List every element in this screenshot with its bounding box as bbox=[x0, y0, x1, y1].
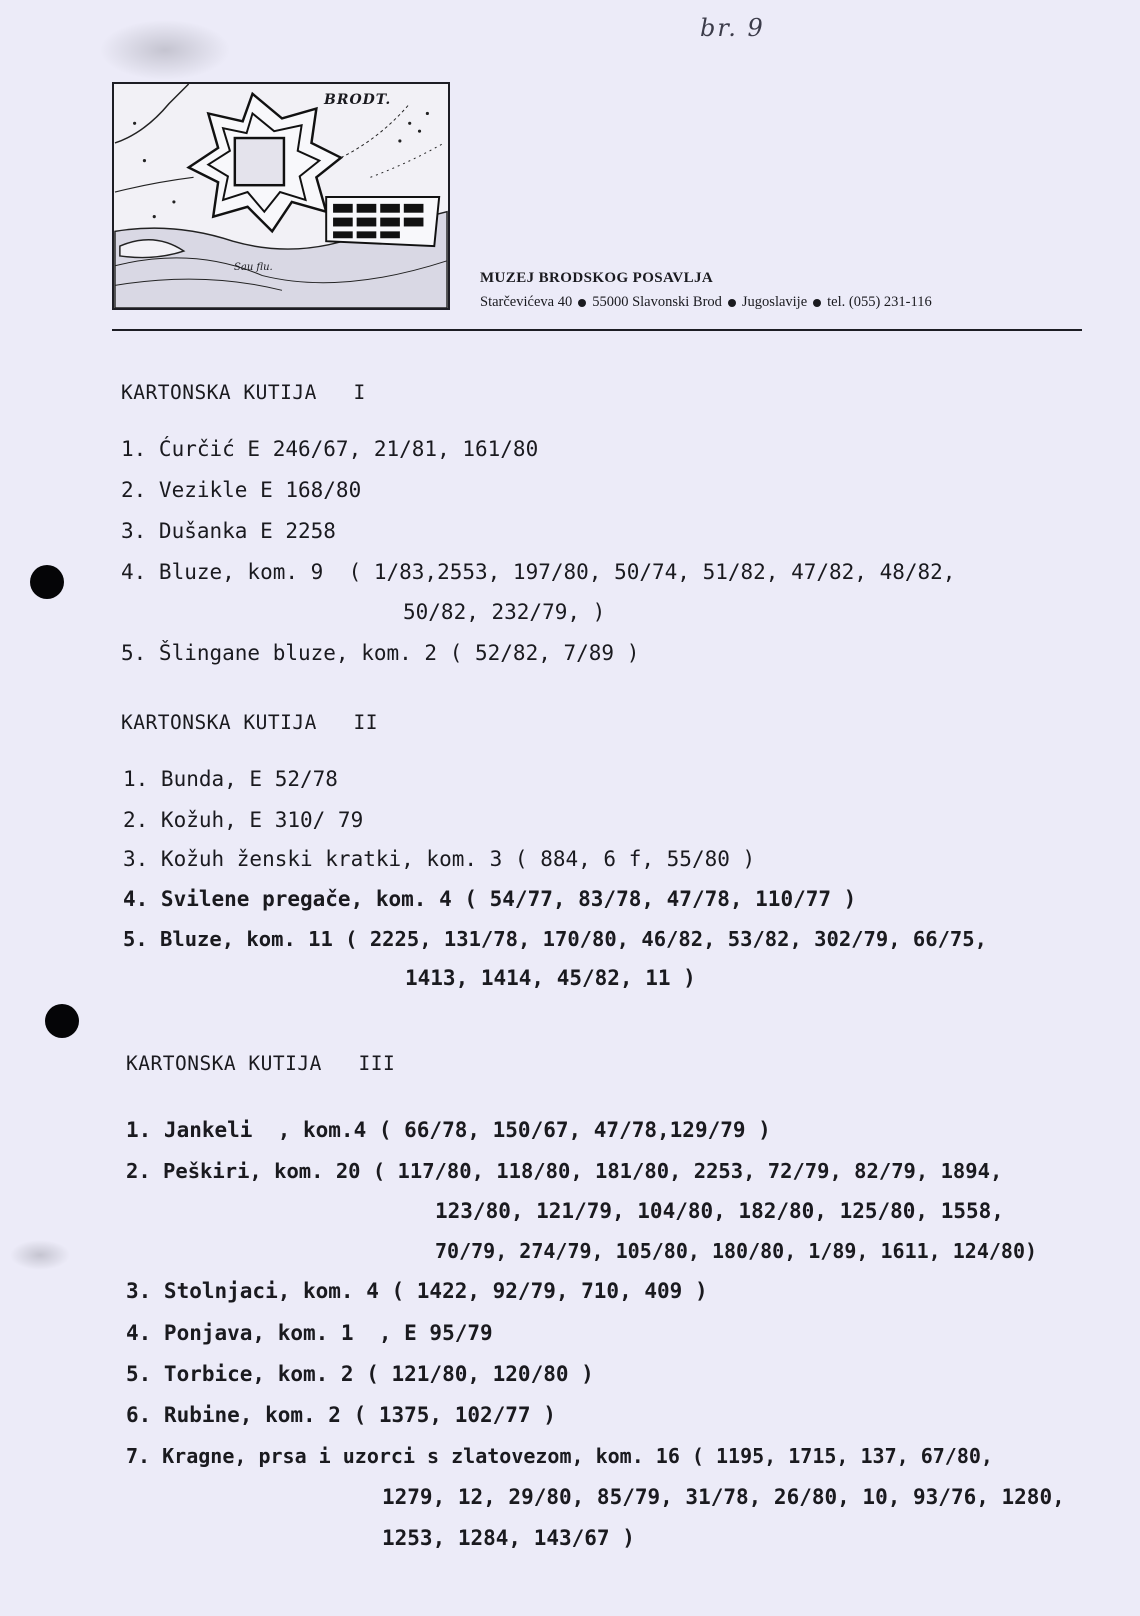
punch-hole bbox=[45, 1004, 79, 1038]
bullet-icon bbox=[728, 299, 736, 307]
list-item: 2. Peškiri, kom. 20 ( 117/80, 118/80, 181/80, 2253, 72/79, 82/79, 1894, bbox=[126, 1159, 1003, 1183]
fortress-map-illustration bbox=[112, 82, 450, 310]
museum-name: MUZEJ BRODSKOG POSAVLJA bbox=[480, 270, 714, 286]
list-item-continuation: 1279, 12, 29/80, 85/79, 31/78, 26/80, 10, 93/76, 1280, bbox=[382, 1485, 1065, 1509]
punch-hole bbox=[30, 565, 64, 599]
list-item: 1. Bunda, E 52/78 bbox=[123, 767, 338, 791]
list-item: 3. Kožuh ženski kratki, kom. 3 ( 884, 6 f, 55/80 ) bbox=[123, 847, 756, 871]
list-item: 2. Kožuh, E 310/ 79 bbox=[123, 808, 364, 832]
list-item: 6. Rubine, kom. 2 ( 1375, 102/77 ) bbox=[126, 1403, 556, 1427]
list-item: 5. Šlingane bluze, kom. 2 ( 52/82, 7/89 ) bbox=[121, 641, 640, 665]
museum-address bbox=[480, 294, 932, 311]
letterhead-divider bbox=[112, 329, 1082, 331]
box-title: KARTONSKA KUTIJA III bbox=[126, 1052, 396, 1075]
scan-smudge bbox=[10, 1240, 70, 1270]
list-item: 5. Bluze, kom. 11 ( 2225, 131/78, 170/80, 46/82, 53/82, 302/79, 66/75, bbox=[123, 927, 987, 951]
bullet-icon bbox=[813, 299, 821, 307]
box-title: KARTONSKA KUTIJA II bbox=[121, 711, 379, 734]
list-item: 1. Ćurčić E 246/67, 21/81, 161/80 bbox=[121, 437, 539, 461]
list-item-continuation: 123/80, 121/79, 104/80, 182/80, 125/80, 1558, bbox=[435, 1199, 1004, 1223]
scan-smudge bbox=[100, 20, 230, 80]
list-item: 3. Stolnjaci, kom. 4 ( 1422, 92/79, 710, 409 ) bbox=[126, 1279, 708, 1303]
list-item: 3. Dušanka E 2258 bbox=[121, 519, 336, 543]
address-phone: tel. (055) 231-116 bbox=[827, 294, 932, 310]
address-street: Starčevićeva 40 bbox=[480, 294, 573, 310]
bullet-icon bbox=[578, 299, 586, 307]
map-title: BRODT. bbox=[324, 92, 392, 108]
list-item: 2. Vezikle E 168/80 bbox=[121, 478, 362, 502]
list-item: 1. Jankeli , kom.4 ( 66/78, 150/67, 47/78,129/79 ) bbox=[126, 1118, 771, 1142]
address-country: Jugoslavije bbox=[741, 294, 808, 310]
list-item: 4. Svilene pregače, kom. 4 ( 54/77, 83/78, 47/78, 110/77 ) bbox=[123, 887, 857, 911]
address-city: 55000 Slavonski Brod bbox=[592, 294, 722, 310]
map-river-label: Sau flu. bbox=[234, 262, 273, 273]
list-item-continuation: 50/82, 232/79, ) bbox=[403, 600, 606, 624]
handwritten-note: br. 9 bbox=[700, 14, 765, 42]
list-item: 4. Bluze, kom. 9 ( 1/83,2553, 197/80, 50/74, 51/82, 47/82, 48/82, bbox=[121, 560, 956, 584]
list-item-continuation: 1413, 1414, 45/82, 11 ) bbox=[405, 966, 696, 990]
list-item-continuation: 1253, 1284, 143/67 ) bbox=[382, 1526, 635, 1550]
list-item-continuation: 70/79, 274/79, 105/80, 180/80, 1/89, 1611, 124/80) bbox=[435, 1239, 1038, 1263]
box-title: KARTONSKA KUTIJA I bbox=[121, 381, 366, 404]
list-item: 5. Torbice, kom. 2 ( 121/80, 120/80 ) bbox=[126, 1362, 594, 1386]
list-item: 4. Ponjava, kom. 1 , E 95/79 bbox=[126, 1321, 493, 1345]
list-item: 7. Kragne, prsa i uzorci s zlatovezom, kom. 16 ( 1195, 1715, 137, 67/80, bbox=[126, 1444, 993, 1468]
